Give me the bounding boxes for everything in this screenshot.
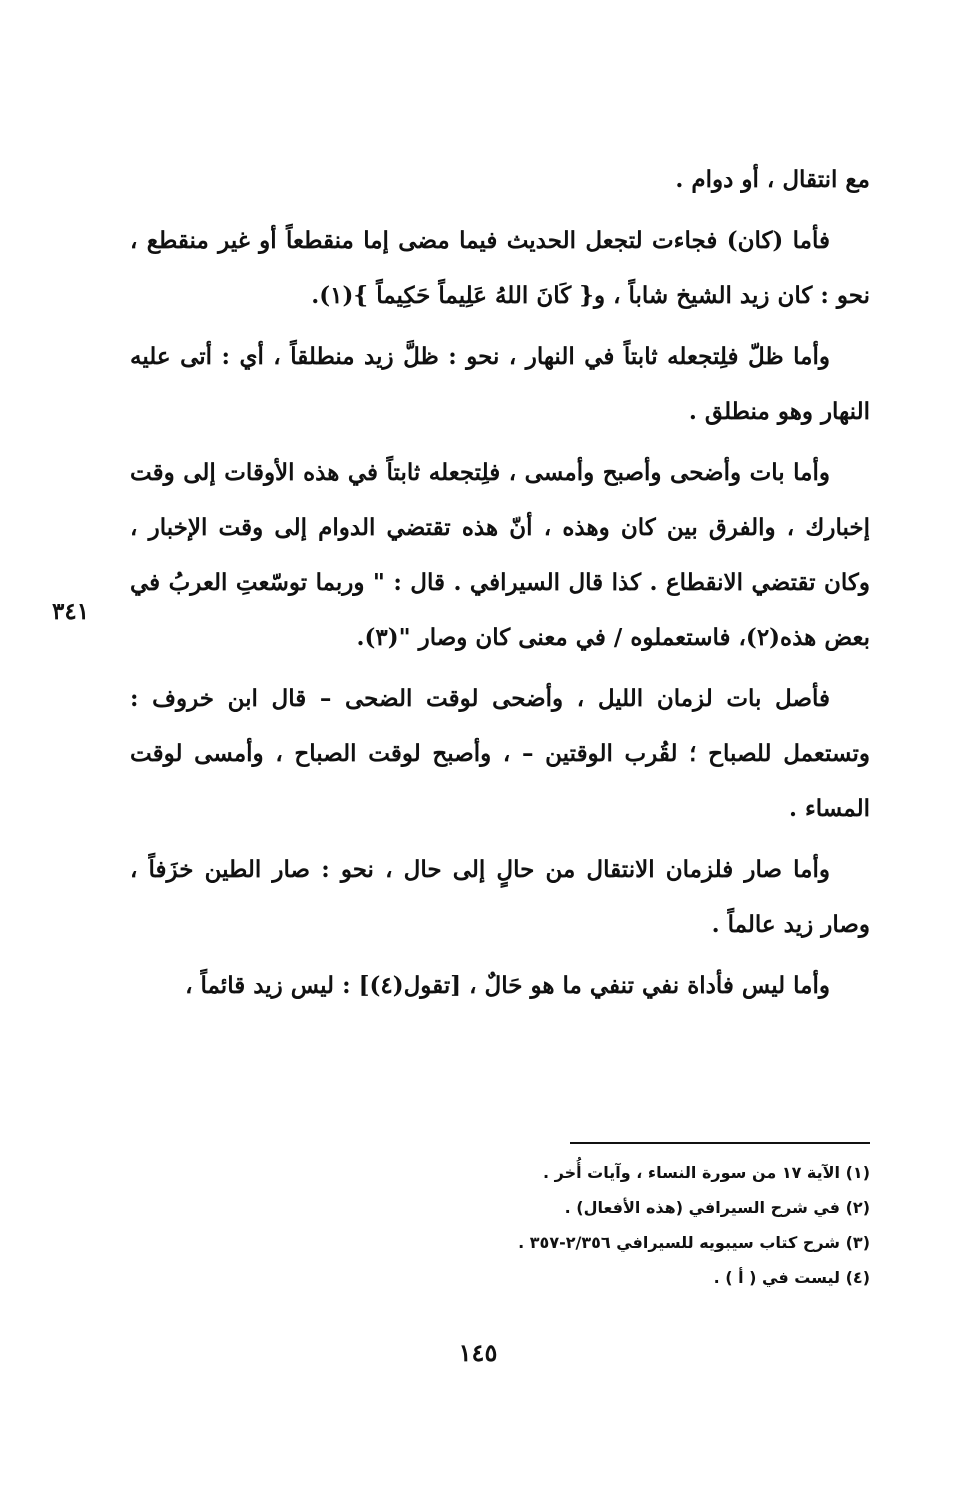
main-text — [130, 152, 870, 1019]
manuscript-folio-number: ٣٤١ — [52, 598, 90, 625]
paragraph-asl-bata: فأصل بات لزمان الليل ، وأضحى لوقت الضحى – قال ابن خروف : وتستعمل للصباح ؛ لقُرب الوقتين – ، وأصبح لوقت الصباح ، وأمسى لوقت المساء . — [130, 685, 870, 822]
paragraph-sara: وأما صار فلزمان الانتقال من حالٍ إلى حال ، نحو : صار الطين خزَفاً ، وصار زيد عالماً . — [130, 856, 870, 938]
footnotes — [480, 1155, 870, 1295]
footnote-4: (٤) ليست في ( أ ) . — [713, 1268, 870, 1287]
paragraph-bata: وأما بات وأضحى وأصبح وأمسى ، فلِتجعله ثابتاً في هذه الأوقات إلى وقت إخبارك ، والفرق بين كان وهذه ، أنّ هذه تقتضي الدوام إلى وقت الإخبار ، وكان تقتضي الانقطاع . كذا قال السيرافي . قال : " وربما توسّعتِ العربُ في بعض هذه(٢)، فاستعملوه / في معنى كان وصار "(٣). — [130, 459, 870, 651]
footnote-separator — [570, 1142, 870, 1144]
footnote-2: (٢) في شرح السيرافي (هذه الأفعال) . — [564, 1198, 870, 1217]
page-number: ١٤٥ — [458, 1338, 498, 1367]
footnote-1: (١) الآية ١٧ من سورة النساء ، وآيات أُخر . — [542, 1163, 870, 1182]
lead-line: مع انتقال ، أو دوام . — [675, 166, 870, 193]
paragraph-kana: فأما (كان) فجاءت لتجعل الحديث فيما مضى إما منقطعاً أو غير منقطع ، نحو : كان زيد الشيخ شاباً ، و{ كَانَ اللهُ عَلِيماً حَكِيماً }(١). — [130, 227, 870, 309]
paragraph-zalla: وأما ظلّ فلِتجعله ثابتاً في النهار ، نحو : ظلَّ زيد منطلقاً ، أي : أتى عليه النهار وهو منطلق . — [130, 343, 870, 425]
footnote-3: (٣) شرح كتاب سيبويه للسيرافي ٢/٣٥٦-٣٥٧ . — [518, 1233, 870, 1252]
paragraph-laysa: وأما ليس فأداة نفي تنفي ما هو حَالٌ ، [تقول(٤)] : ليس زيد قائماً ، — [185, 972, 830, 999]
